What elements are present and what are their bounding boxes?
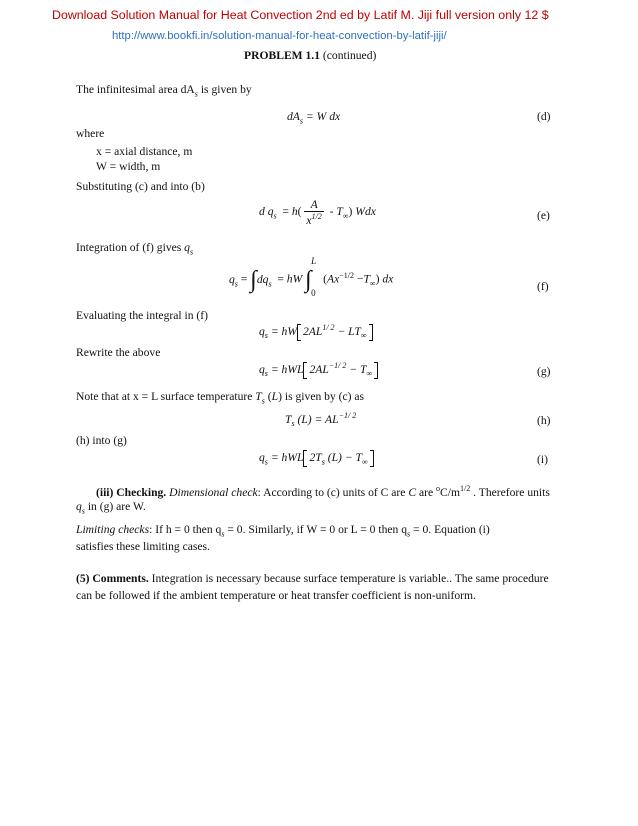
limiting-line2: satisfies these limiting cases. xyxy=(76,540,210,553)
limiting-body-b: = 0. Similarly, if W = 0 or L = 0 then q xyxy=(224,523,408,536)
download-banner[interactable]: Download Solution Manual for Heat Convection 2nd ed by Latif M. Jiji full version only 12 $ xyxy=(52,8,549,22)
eqno-i: (i) xyxy=(537,453,548,466)
checking-line2: $q_s$ in (g) are W. xyxy=(76,500,146,516)
note-text: Note that at x = L surface temperature $T_s$ (L) is given by (c) as xyxy=(76,390,365,406)
evaluate-text: Evaluating the integral in (f) xyxy=(76,309,208,322)
note-text-b: is given by (c) as xyxy=(281,390,365,403)
checking-heading: (iii) Checking. xyxy=(96,485,167,499)
checking-body: : According to (c) units of C are xyxy=(257,485,409,499)
checking-units: C/m xyxy=(440,485,461,499)
limiting-body-a: : If h = 0 then q xyxy=(149,523,222,536)
equation-i: $q_s$ = hWL $2T_s$ $(L) - T_\infty$ xyxy=(259,450,374,467)
rewrite-text: Rewrite the above xyxy=(76,346,161,359)
download-link[interactable]: http://www.bookfi.in/solution-manual-for-heat-convection-by-latif-jiji/ xyxy=(112,30,447,42)
integration-text: Integration of (f) gives $q_s$ xyxy=(76,241,194,257)
intro-text-a: The infinitesimal area dA xyxy=(76,83,195,96)
eqno-f: (f) xyxy=(537,280,549,293)
intro-text: The infinitesimal area $dA_s$ is given by xyxy=(76,83,252,99)
limiting-checks: Limiting checks: If h = 0 then $q_s = 0$. Similarly, if W = 0 or L = 0 then $q_s = 0$. Equation (i) xyxy=(76,523,490,539)
limiting-heading: Limiting checks xyxy=(76,523,150,536)
checking-end: . Therefore units xyxy=(470,485,550,499)
h-into-g-text: (h) into (g) xyxy=(76,434,127,447)
checking-line2-text: in (g) are W. xyxy=(84,500,146,513)
equation-g: $q_s$ = hWL $2AL^{-1/ 2} - T_\infty$ xyxy=(259,361,378,379)
problem-label: PROBLEM 1.1 xyxy=(244,49,321,62)
problem-header xyxy=(244,49,376,62)
dimensional-check-label: Dimensional check xyxy=(166,485,258,499)
limiting-body-c: = 0. Equation (i) xyxy=(410,523,490,536)
equation-h: $T_s$ $(L) = AL^{-1/ 2}$ xyxy=(285,411,357,429)
substituting-text: Substituting (c) and into (b) xyxy=(76,180,205,193)
definition-w: W = width, m xyxy=(96,160,161,173)
equation-d: $dA_s = W$ dx xyxy=(287,110,341,126)
equation-e: d $q_s = h$( $\frac{A}{x^{1/2}}$ - $T_\infty$) Wdx xyxy=(259,198,376,227)
equation-f: $q_s = \int dq_s$ = hW L ∫ 0 $(Ax^{-1/2} -T_\infty)$ dx xyxy=(229,256,394,298)
fraction: $\frac{A}{x^{1/2}}$ xyxy=(306,198,322,227)
eqno-d: (d) xyxy=(537,110,551,123)
definition-x: x = axial distance, m xyxy=(96,145,193,158)
intro-text-b: is given by xyxy=(197,83,252,96)
comments-body: Integration is necessary because surface temperature is variable.. The same procedure can be followed if the ambient temperature or heat transfer coefficient is non-uniform. xyxy=(76,572,549,602)
eqno-e: (e) xyxy=(537,209,550,222)
integration-text-a: Integration of (f) gives xyxy=(76,241,185,254)
problem-continued: (continued) xyxy=(320,49,377,62)
eqno-g: (g) xyxy=(537,365,551,378)
checking-paragraph: (iii) Checking. Dimensional check: According to (c) units of C are C are $^oC/m^{1/2}$ . Therefore units xyxy=(96,484,550,499)
note-text-a: Note that at x = L surface temperature xyxy=(76,390,256,403)
comments-paragraph xyxy=(76,570,563,604)
eqno-h: (h) xyxy=(537,414,551,427)
where-text: where xyxy=(76,127,105,140)
equation-evaluated: $q_s$ = hW $2AL^{1/ 2} - LT_\infty$ xyxy=(259,323,373,341)
comments-heading: (5) Comments. xyxy=(76,572,149,585)
